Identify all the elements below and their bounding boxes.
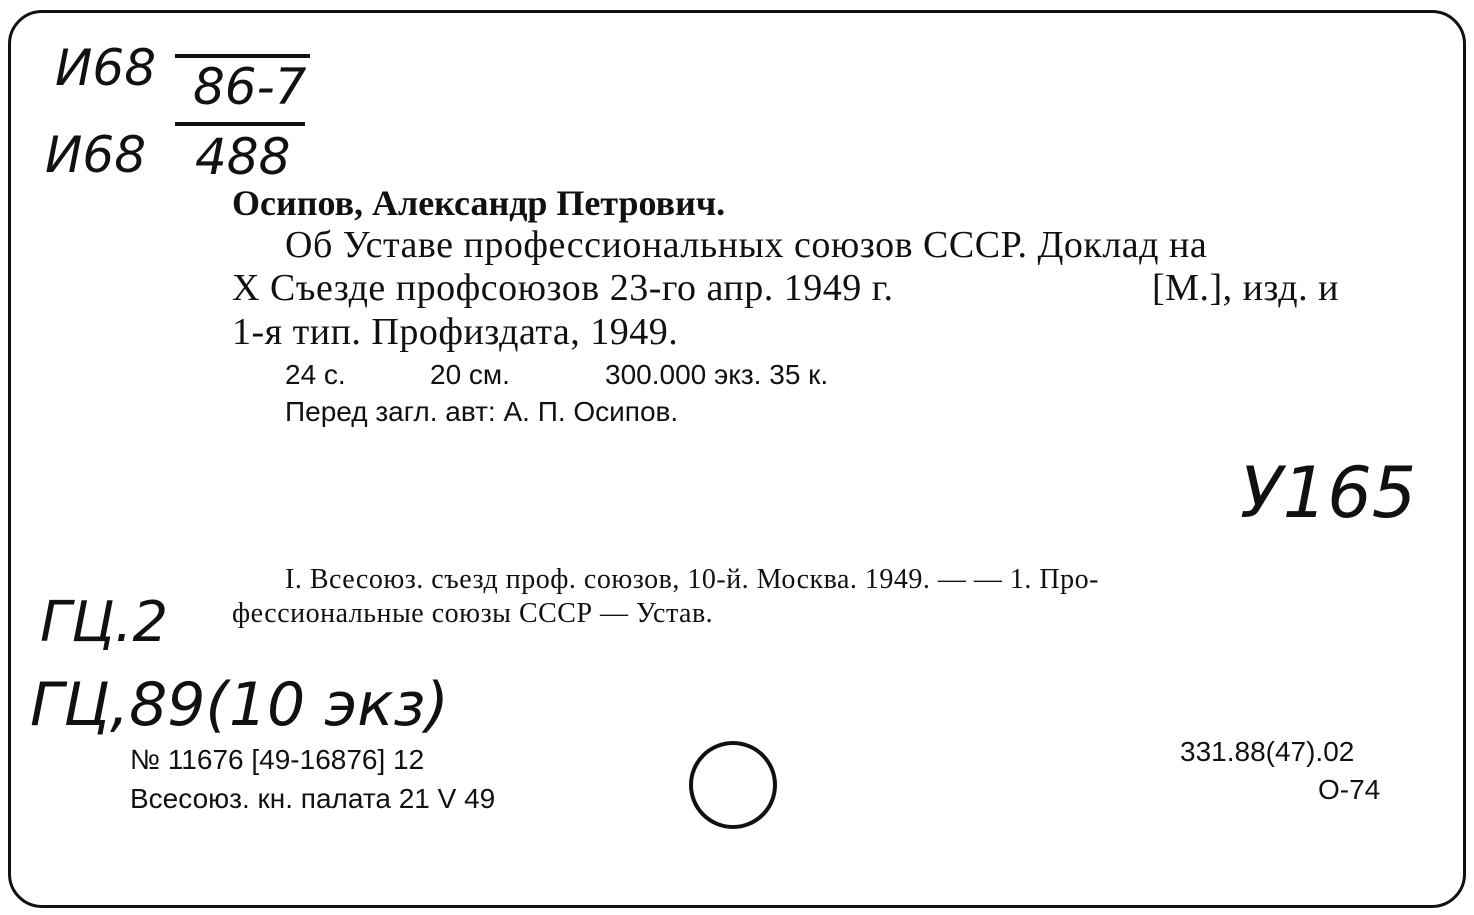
pages: 24 с. [285, 359, 346, 390]
author-heading: Осипов, Александр Петрович. [232, 183, 726, 223]
punch-hole [685, 735, 795, 835]
tracing-line-2: фессиональные союзы СССР — Устав. [232, 598, 714, 629]
handwritten-note-2: ГЦ,89(10 экз) [30, 670, 449, 740]
imprint-publisher: [М.], изд. и [1152, 267, 1339, 309]
shelf-mark-prefix: И68 [55, 39, 157, 97]
copies-price: 300.000 экз. 35 к. [605, 359, 829, 390]
handwritten-code: У165 [1240, 452, 1417, 534]
size: 20 см. [430, 359, 510, 390]
shelf-mark-number: 488 [195, 128, 291, 186]
author-note: Перед загл. авт: А. П. Осипов. [285, 396, 679, 427]
handwritten-note-1: ГЦ.2 [40, 590, 169, 655]
punch-hole-outline [691, 743, 775, 827]
registration-number: № 11676 [49-16876] 12 [130, 744, 425, 775]
shelf-mark-prefix: И68 [45, 126, 147, 184]
author-sign: О-74 [1318, 774, 1381, 805]
title-line-2: Х Съезде профсоюзов 23-го апр. 1949 г. [232, 267, 894, 309]
tracing-line-1: I. Всесоюз. съезд проф. союзов, 10-й. Москва. 1949. — — 1. Про- [285, 564, 1099, 595]
udc-index: 331.88(47).02 [1180, 736, 1355, 767]
book-chamber: Всесоюз. кн. палата 21 V 49 [130, 783, 496, 814]
title-line-1: Об Уставе профессиональных союзов СССР. Доклад на [285, 224, 1208, 266]
shelf-mark-bar [175, 122, 305, 126]
shelf-mark-number: 86-7 [193, 58, 307, 116]
title-line-3: 1-я тип. Профиздата, 1949. [232, 311, 679, 353]
